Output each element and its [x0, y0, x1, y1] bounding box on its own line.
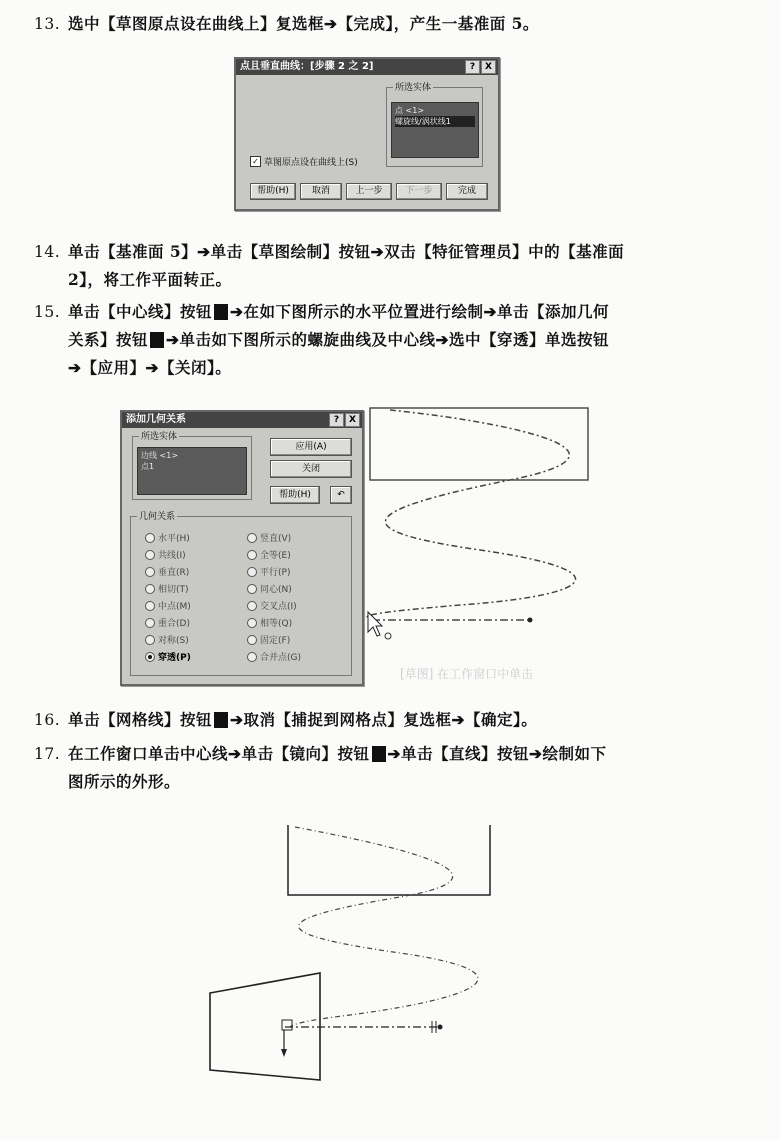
close-icon[interactable]: X	[481, 60, 496, 74]
undo-button[interactable]	[330, 486, 352, 504]
relation-radio[interactable]	[145, 565, 189, 578]
radio-circle[interactable]	[247, 584, 257, 594]
radio-circle[interactable]	[247, 618, 257, 628]
radio-label: 共线(I)	[158, 551, 186, 561]
dialog-title: 添加几何关系	[126, 414, 186, 425]
dialog-title: 点且垂直曲线：[步骤 2 之 2]	[240, 61, 374, 72]
step-number: 17.	[34, 745, 61, 763]
radio-label: 穿透(P)	[158, 653, 191, 663]
radio-label: 固定(F)	[260, 636, 291, 646]
relation-radio[interactable]	[247, 616, 292, 629]
helix-curve	[290, 827, 478, 1027]
relation-radio[interactable]	[145, 531, 190, 544]
help-icon[interactable]: ?	[329, 413, 344, 427]
radio-circle[interactable]	[145, 601, 155, 611]
help-button[interactable]: 帮助(H)	[270, 486, 320, 504]
relation-radio[interactable]	[145, 582, 189, 595]
radio-circle[interactable]	[247, 567, 257, 577]
cancel-button[interactable]: 取消	[300, 183, 342, 200]
undo-icon: ↶	[337, 490, 345, 500]
radio-circle[interactable]	[247, 601, 257, 611]
selected-entities-group	[132, 432, 252, 500]
radio-label: 合并点(G)	[260, 653, 301, 663]
step-number: 13.	[34, 15, 61, 33]
radio-circle[interactable]	[145, 533, 155, 543]
radio-label: 重合(D)	[158, 619, 190, 629]
helix-sketch-figure-2	[200, 815, 540, 1095]
finish-button[interactable]: 完成	[446, 183, 488, 200]
group-label: 所选实体	[139, 429, 179, 442]
helix-sketch-figure-1	[360, 400, 610, 690]
arrow-down-icon	[281, 1049, 287, 1057]
relation-radio[interactable]	[145, 650, 191, 663]
origin-marker-icon	[282, 1020, 292, 1030]
close-button[interactable]: 关闭	[270, 460, 352, 478]
add-relation-icon	[150, 332, 164, 348]
help-icon[interactable]: ?	[465, 60, 480, 74]
relation-radio[interactable]	[247, 633, 290, 646]
next-button[interactable]: 下一步	[396, 183, 442, 200]
step-number: 14.	[34, 243, 61, 261]
relation-radio[interactable]	[247, 599, 297, 612]
selected-entities-list[interactable]	[137, 447, 247, 495]
radio-circle[interactable]	[247, 635, 257, 645]
list-item[interactable]: 点 <1>	[395, 106, 425, 115]
radio-circle[interactable]	[247, 533, 257, 543]
step-text: 关系】按钮	[68, 330, 149, 349]
step-text: 选中【草图原点设在曲线上】复选框➔【完成】，产生一基准面 5。	[68, 14, 539, 33]
relation-radio[interactable]	[145, 548, 186, 561]
step-text: 在工作窗口单击中心线➔单击【镜向】按钮	[68, 744, 370, 763]
relation-radio[interactable]	[247, 565, 290, 578]
centerline-icon	[214, 304, 228, 320]
point-perpendicular-dialog	[234, 57, 500, 211]
radio-label: 平行(P)	[260, 568, 291, 578]
step-text: ➔在如下图所示的水平位置进行绘制➔单击【添加几何	[230, 302, 609, 321]
help-button[interactable]: 帮助(H)	[250, 183, 296, 200]
list-item[interactable]: 边线 <1>	[141, 451, 179, 460]
step-text-cont: ➔【应用】➔【关闭】。	[68, 358, 232, 377]
radio-label: 对称(S)	[158, 636, 189, 646]
sketch-rectangle	[370, 408, 588, 480]
step-14	[34, 238, 764, 294]
step-text: 单击【网格线】按钮	[68, 710, 213, 729]
relation-radio[interactable]	[247, 650, 301, 663]
checkbox-label: 草图原点设在曲线上(S)	[264, 158, 358, 168]
group-label: 所选实体	[393, 80, 433, 93]
step-16	[34, 706, 764, 734]
step-number: 16.	[34, 711, 61, 729]
figure-caption: [草图] 在工作窗口中单击	[400, 667, 534, 681]
apply-button[interactable]: 应用(A)	[270, 438, 352, 456]
relation-radio[interactable]	[145, 616, 190, 629]
list-item[interactable]: 螺旋线/涡状线1	[395, 116, 475, 127]
radio-circle[interactable]	[247, 550, 257, 560]
cursor-icon	[368, 612, 382, 636]
grid-icon	[214, 712, 228, 728]
relation-radio[interactable]	[145, 633, 189, 646]
radio-label: 全等(E)	[260, 551, 291, 561]
relation-radio[interactable]	[247, 531, 291, 544]
radio-label: 同心(N)	[260, 585, 292, 595]
selected-entities-list[interactable]	[391, 102, 479, 158]
checkbox-box[interactable]: ✓	[250, 156, 261, 167]
radio-circle[interactable]	[247, 652, 257, 662]
step-text-cont: 2】，将工作平面转正。	[68, 270, 232, 289]
dialog-titlebar	[122, 412, 362, 428]
sketch-upper-box	[288, 825, 490, 895]
step-text-cont	[34, 326, 764, 354]
group-label: 几何关系	[137, 509, 177, 522]
radio-label: 竖直(V)	[260, 534, 292, 544]
relation-radio[interactable]	[145, 599, 191, 612]
step-text: ➔单击【直线】按钮➔绘制如下	[387, 744, 607, 763]
origin-on-curve-checkbox[interactable]	[250, 155, 358, 168]
radio-circle[interactable]	[145, 618, 155, 628]
step-text: 单击【基准面 5】➔单击【草图绘制】按钮➔双击【特征管理员】中的【基准面	[68, 242, 625, 261]
list-item[interactable]: 点1	[141, 462, 155, 471]
previous-button[interactable]: 上一步	[346, 183, 392, 200]
mirror-icon	[372, 746, 386, 762]
step-text-cont: 图所示的外形。	[68, 772, 181, 791]
step-text: ➔单击如下图所示的螺旋曲线及中心线➔选中【穿透】单选按钮	[166, 330, 609, 349]
step-text: ➔取消【捕捉到网格点】复选框➔【确定】。	[230, 710, 538, 729]
radio-label: 相等(Q)	[260, 619, 293, 629]
radio-label: 相切(T)	[158, 585, 189, 595]
add-relation-dialog	[120, 410, 364, 686]
relation-radio[interactable]	[247, 548, 291, 561]
step-number: 15.	[34, 303, 61, 321]
radio-label: 交叉点(I)	[260, 602, 297, 612]
radio-label: 中点(M)	[158, 602, 191, 612]
pierce-marker-icon	[385, 633, 391, 639]
relation-radio[interactable]	[247, 582, 292, 595]
radio-circle[interactable]	[145, 635, 155, 645]
dialog-titlebar	[236, 59, 498, 75]
helix-curve	[367, 410, 576, 620]
step-15	[34, 298, 764, 382]
radio-circle[interactable]	[145, 584, 155, 594]
radio-label: 垂直(R)	[158, 568, 190, 578]
selected-entities-group	[386, 83, 483, 167]
step-13	[34, 10, 764, 38]
centerline-endpoint	[528, 618, 533, 623]
radio-label: 水平(H)	[158, 534, 190, 544]
step-17	[34, 740, 764, 796]
centerline-endpoint	[438, 1025, 443, 1030]
radio-circle[interactable]	[145, 652, 155, 662]
relations-group	[130, 512, 352, 676]
radio-circle[interactable]	[145, 550, 155, 560]
step-text: 单击【中心线】按钮	[68, 302, 213, 321]
close-icon[interactable]: X	[345, 413, 360, 427]
radio-circle[interactable]	[145, 567, 155, 577]
